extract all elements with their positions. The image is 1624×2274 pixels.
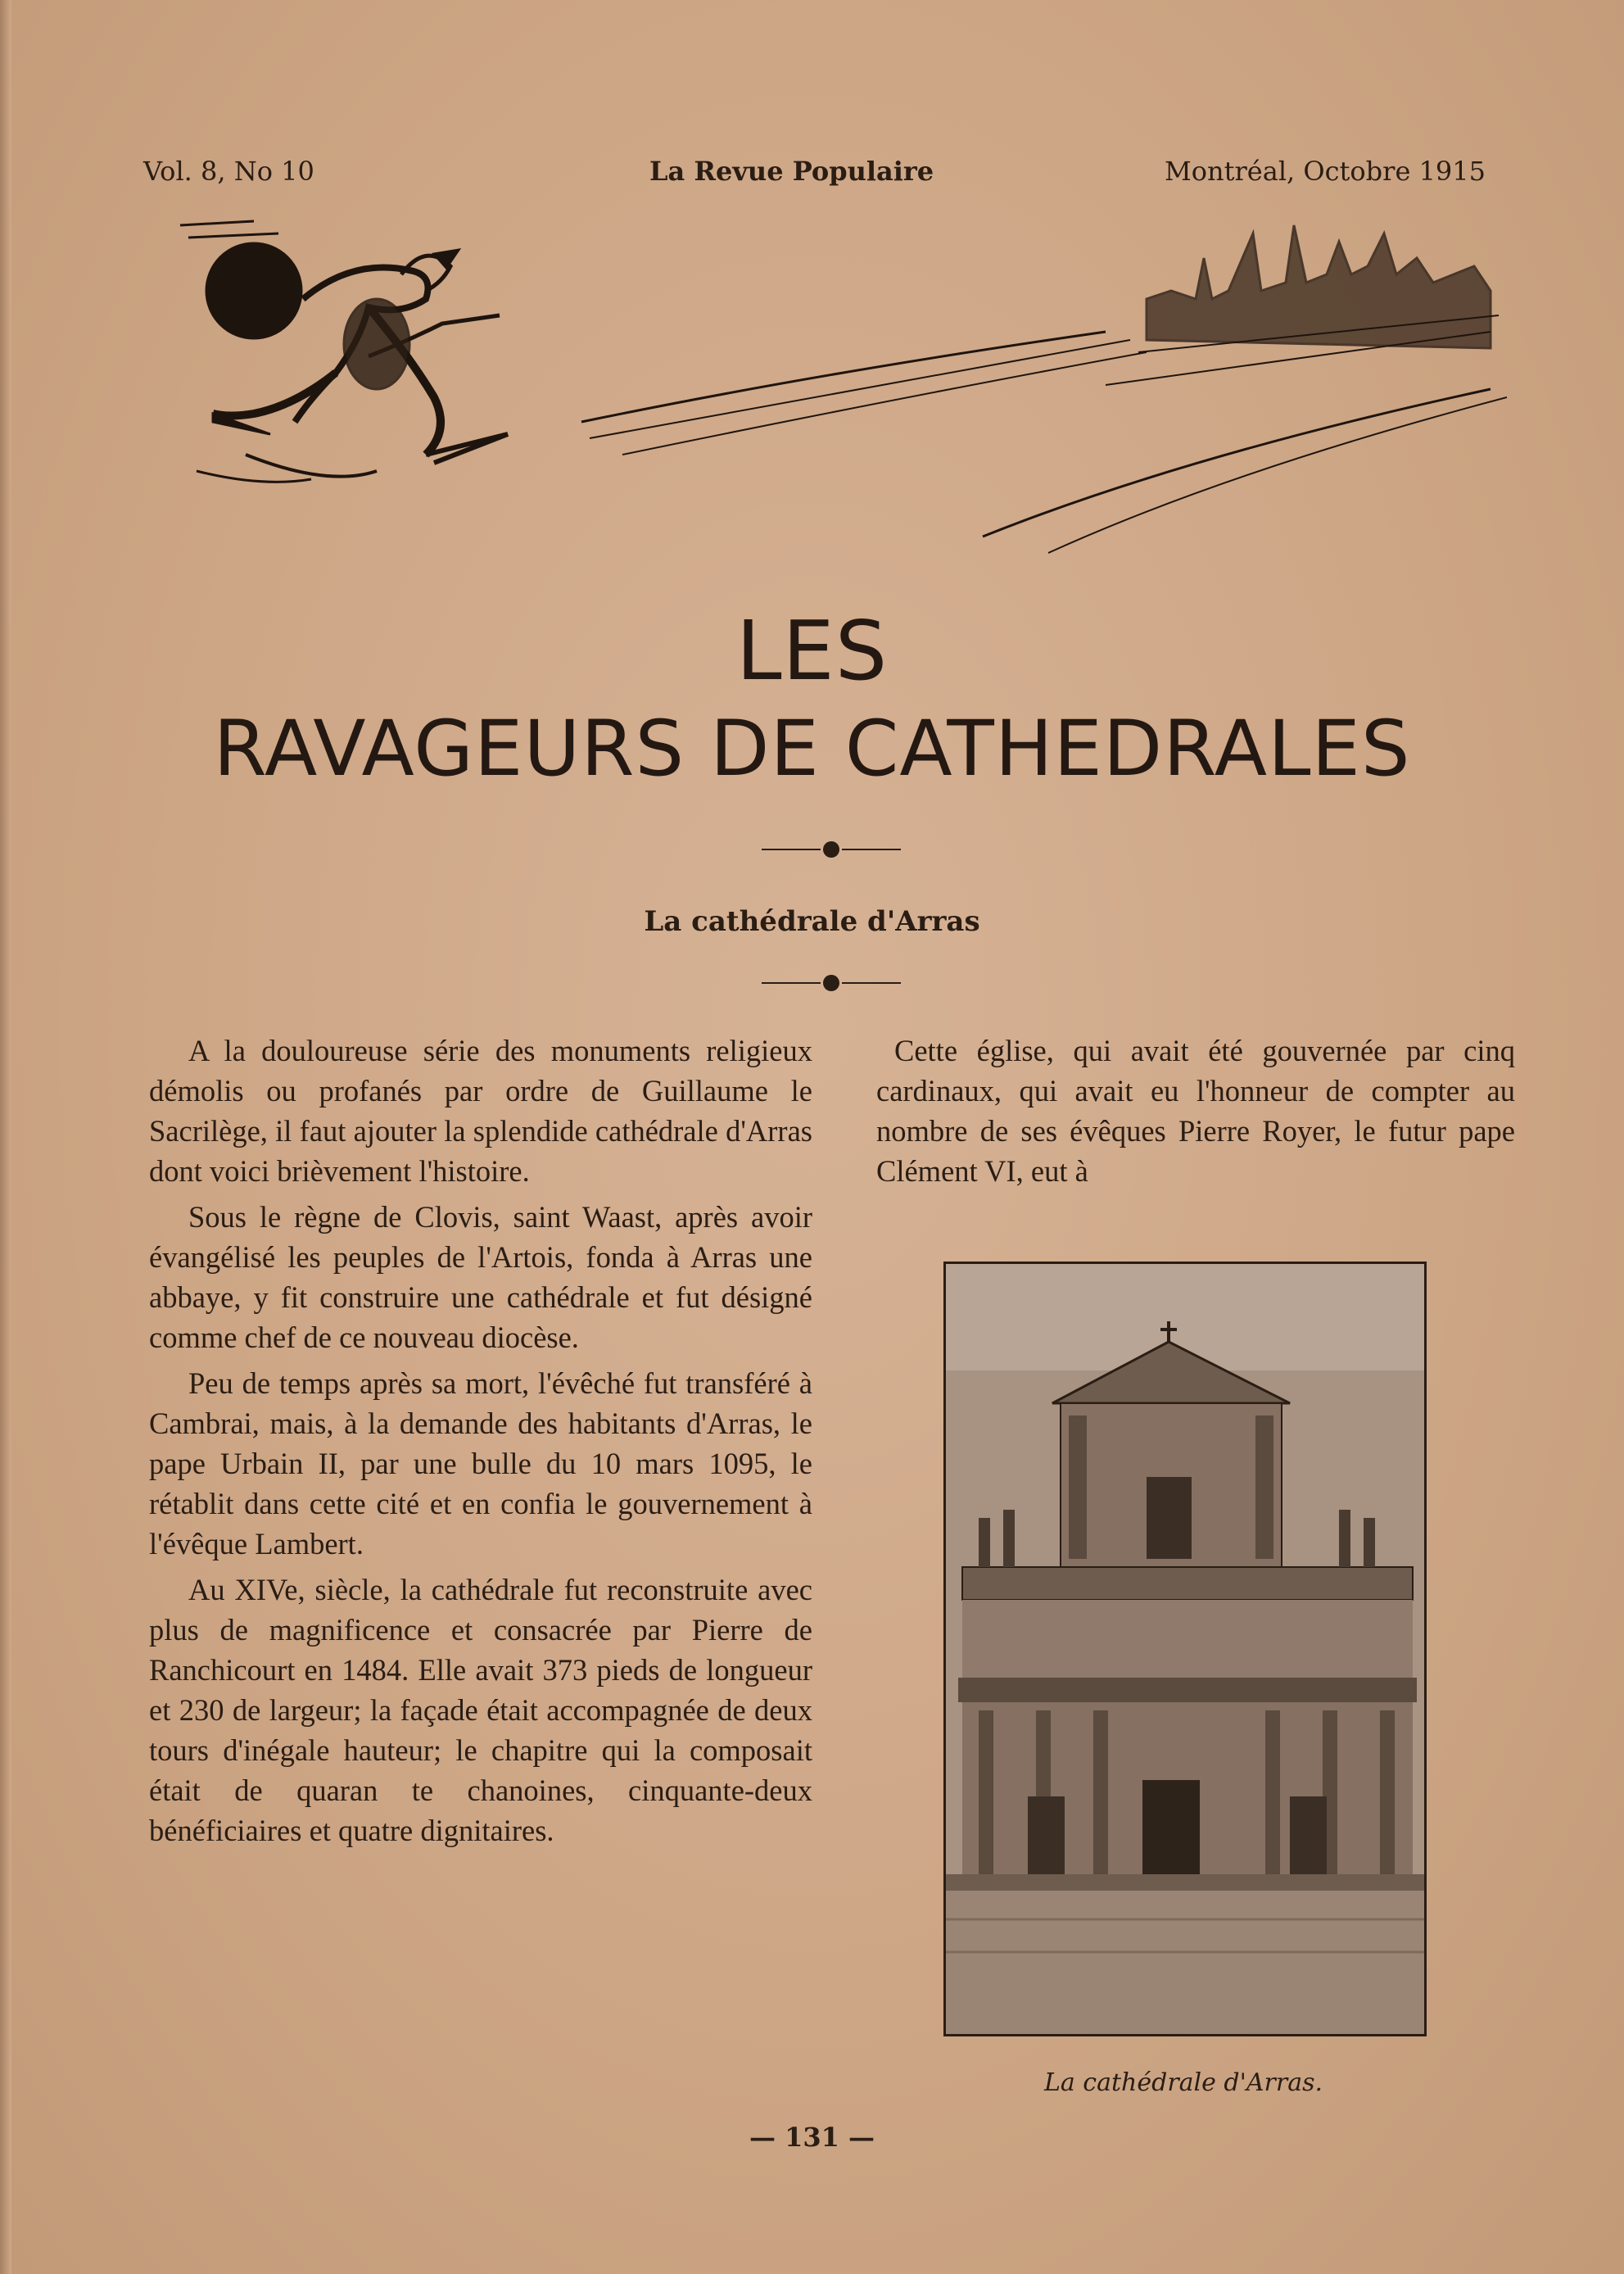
left-column [149,1031,812,1856]
volume-number: Vol. 8, No 10 [143,156,314,187]
cathedral-photo [943,1262,1427,2036]
dateline: Montréal, Octobre 1915 [1165,156,1486,187]
paragraph: Au XIVe, siècle, la cathédrale fut reconstruite avec plus de magnificence et consacrée par Pierre de Ranchicourt en 1484. Elle avait 373 pieds de longueur et 230 de largeur; la façade était accompagnée de deux tours d'inégale hauteur; le chapitre qui la composait était de quaran te chanoines, cinquante-deux bénéficiaires et quatre dignitaires. [149,1573,812,1847]
page-edge [0,0,11,2274]
photo-caption: La cathédrale d'Arras. [1043,2068,1323,2097]
right-column [876,1031,1515,1197]
article-subtitle: La cathédrale d'Arras [644,905,980,938]
ornament-divider [762,973,901,993]
publication-name: La Revue Populaire [649,156,934,187]
paragraph: Peu de temps après sa mort, l'évêché fut transféré à Cambrai, mais, à la demande des habitants d'Arras, le pape Urbain II, par une bulle du 10 mars 1095, le rétablit dans cette cité et en confia le gouvernement à l'évêque Lambert. [149,1366,812,1561]
article-title [0,602,1624,799]
ornament-divider [762,840,901,859]
soldier-kicking-bomb-illustration [164,209,1507,602]
title-line-2: RAVAGEURS DE CATHEDRALES [213,704,1411,794]
paragraph: Cette église, qui avait été gouvernée par cinq cardinaux, qui avait eu l'honneur de compter au nombre de ses évêques Pierre Royer, le futur pape Clément VI, eut à [876,1034,1515,1188]
cathedral-facade-image [946,1264,1424,2034]
title-line-1: LES [735,603,889,699]
page-number: — 131 — [749,2122,875,2153]
paragraph: A la douloureuse série des monuments religieux démolis ou profanés par ordre de Guillaume le Sacrilège, il faut ajouter la splendide cathédrale d'Arras dont voici brièvement l'histoire. [149,1034,812,1188]
paragraph: Sous le règne de Clovis, saint Waast, après avoir évangélisé les peuples de l'Artois, fonda à Arras une abbaye, y fit construire une cathédrale et fut désigné comme chef de ce nouveau diocèse. [149,1200,812,1354]
